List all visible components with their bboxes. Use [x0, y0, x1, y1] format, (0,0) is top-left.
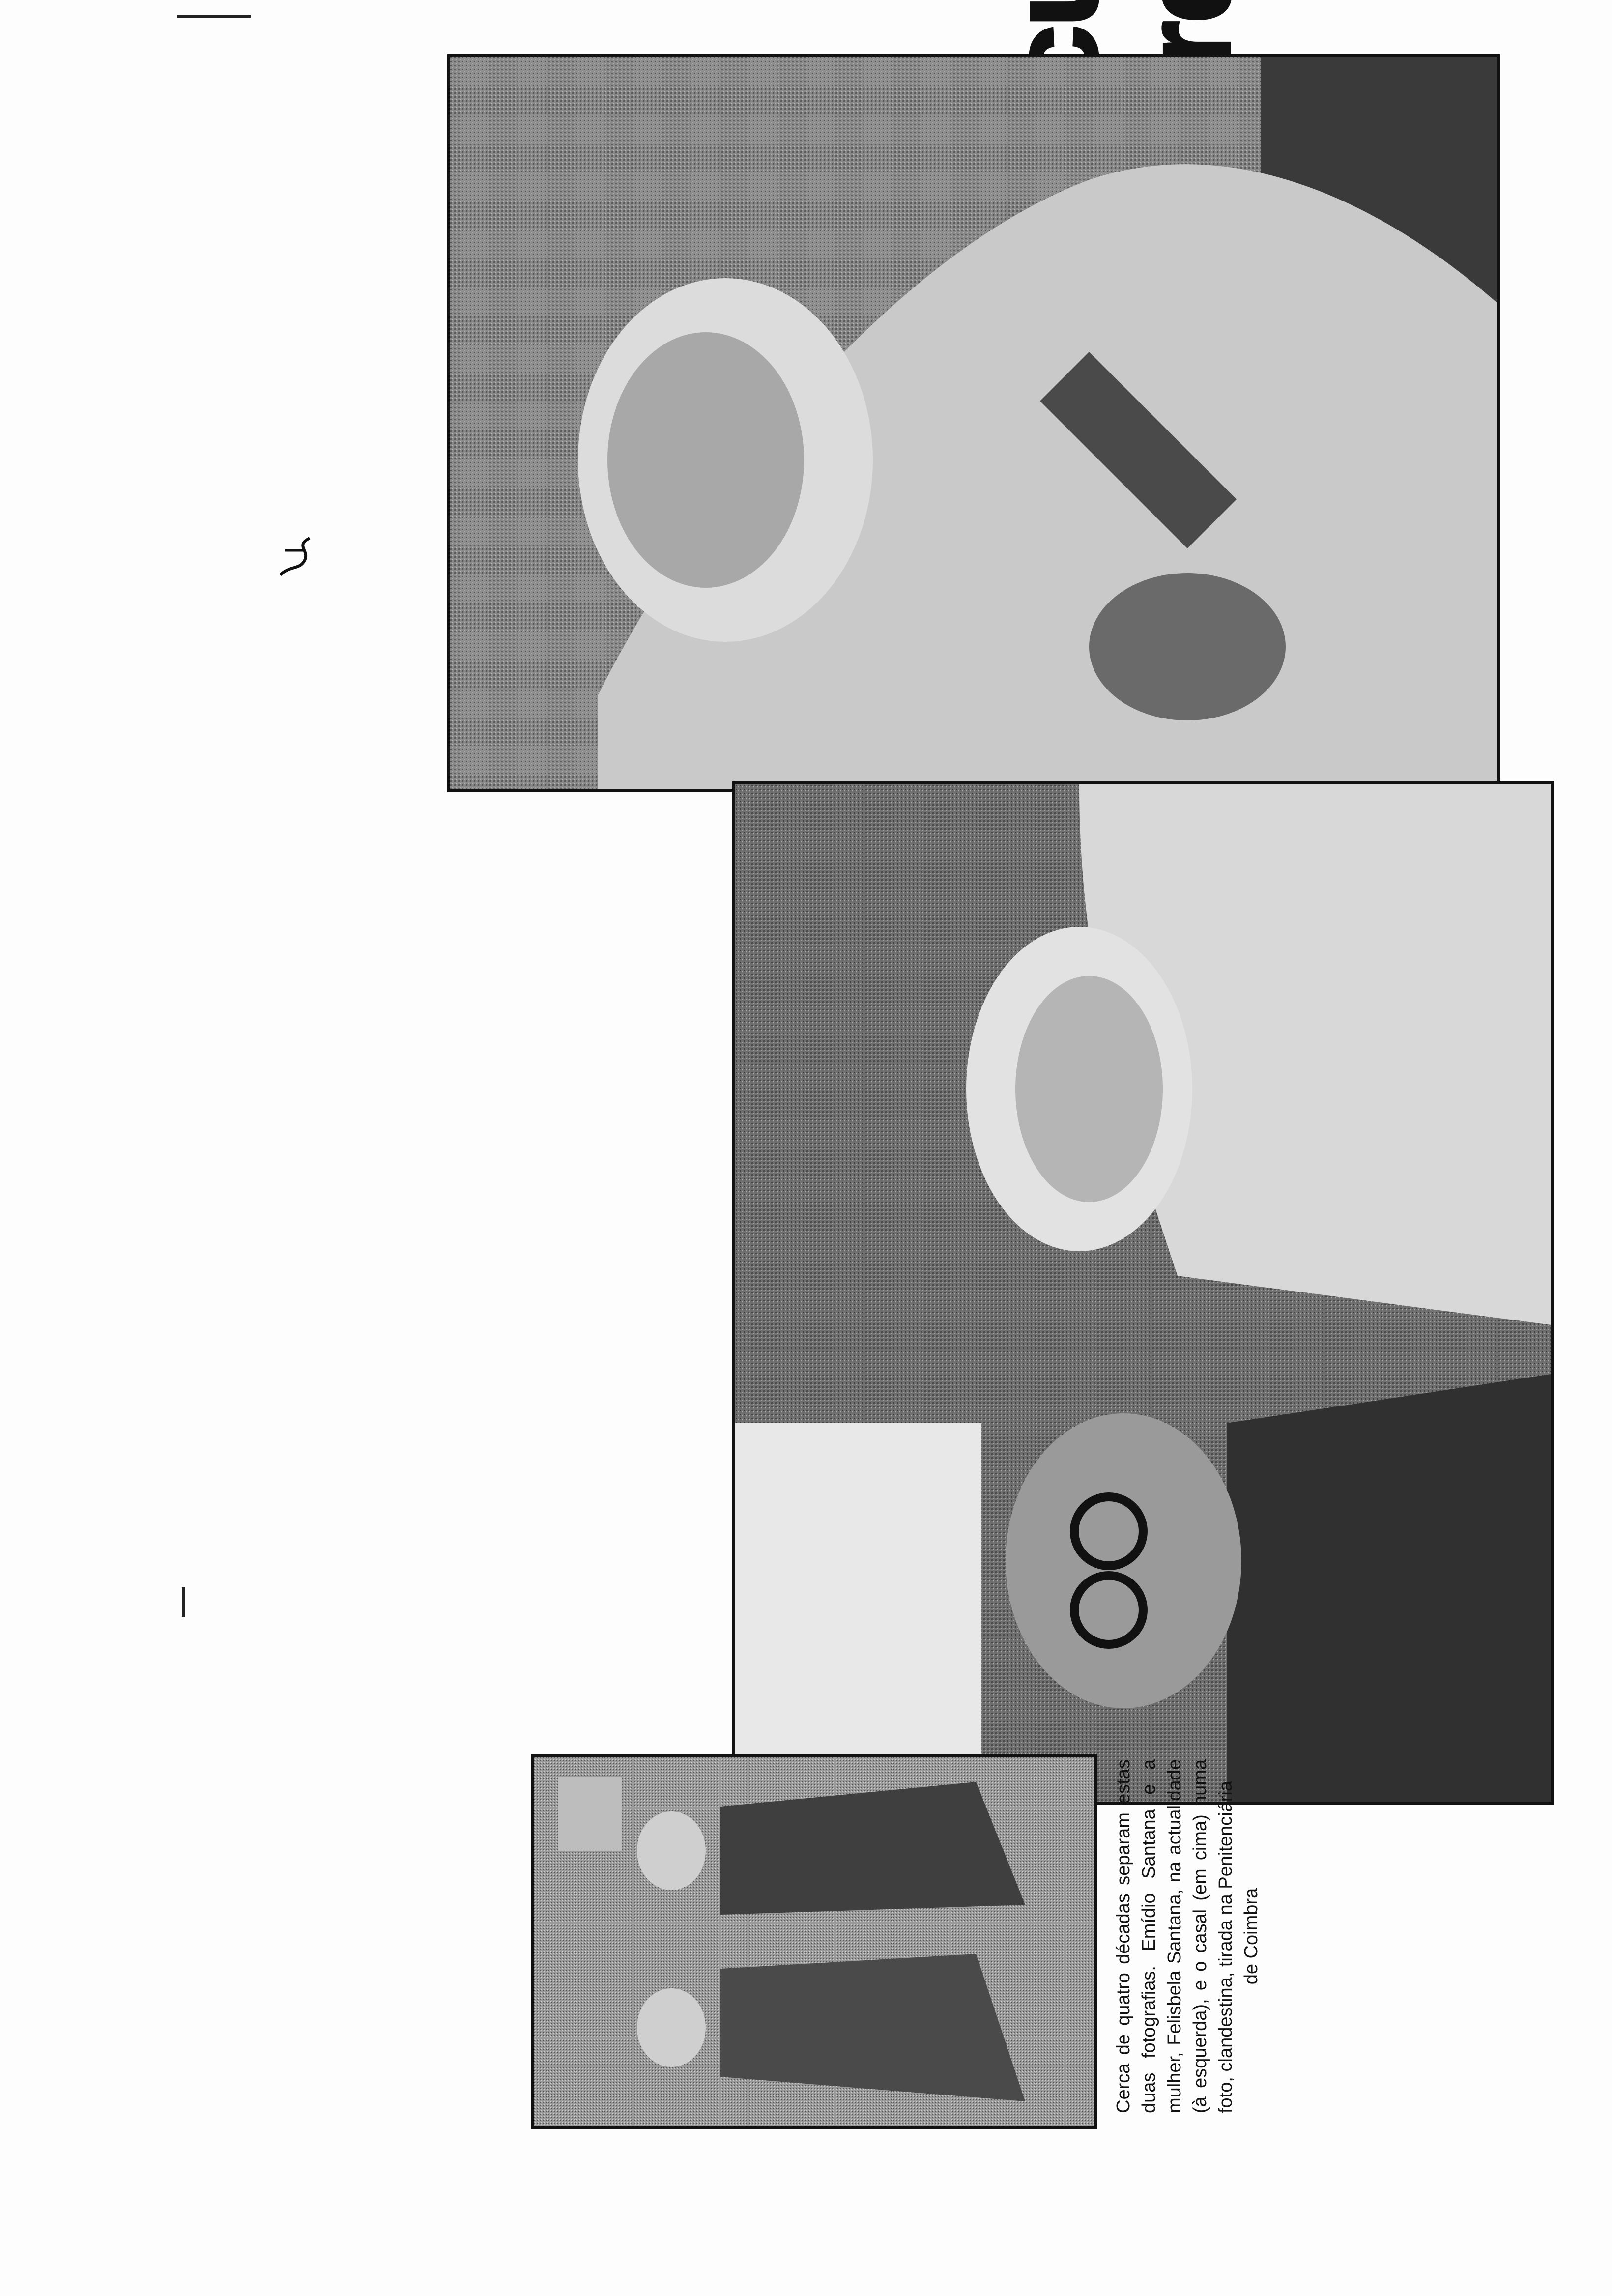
scan-edge-mark: [177, 15, 251, 18]
photo-elderly-couple: [732, 781, 1554, 1805]
photo-elderly-man: [447, 54, 1500, 792]
photo-caption: [1111, 1759, 1317, 2113]
caption-text: Cerca de quatro décadas separam estas duas fotografias. Emídio Santana e a mulher, Felisbela Santana, na actualidade (à esquerda), e o casal (em cima) numa foto, clandestina, tirada na Penitenciária: [1113, 1759, 1236, 2113]
scan-edge-mark: [182, 1587, 185, 1617]
photo-couple-prison: [531, 1754, 1097, 2129]
caption-last-line: de Coimbra: [1241, 1888, 1262, 1985]
handwritten-annotation: [275, 531, 315, 585]
